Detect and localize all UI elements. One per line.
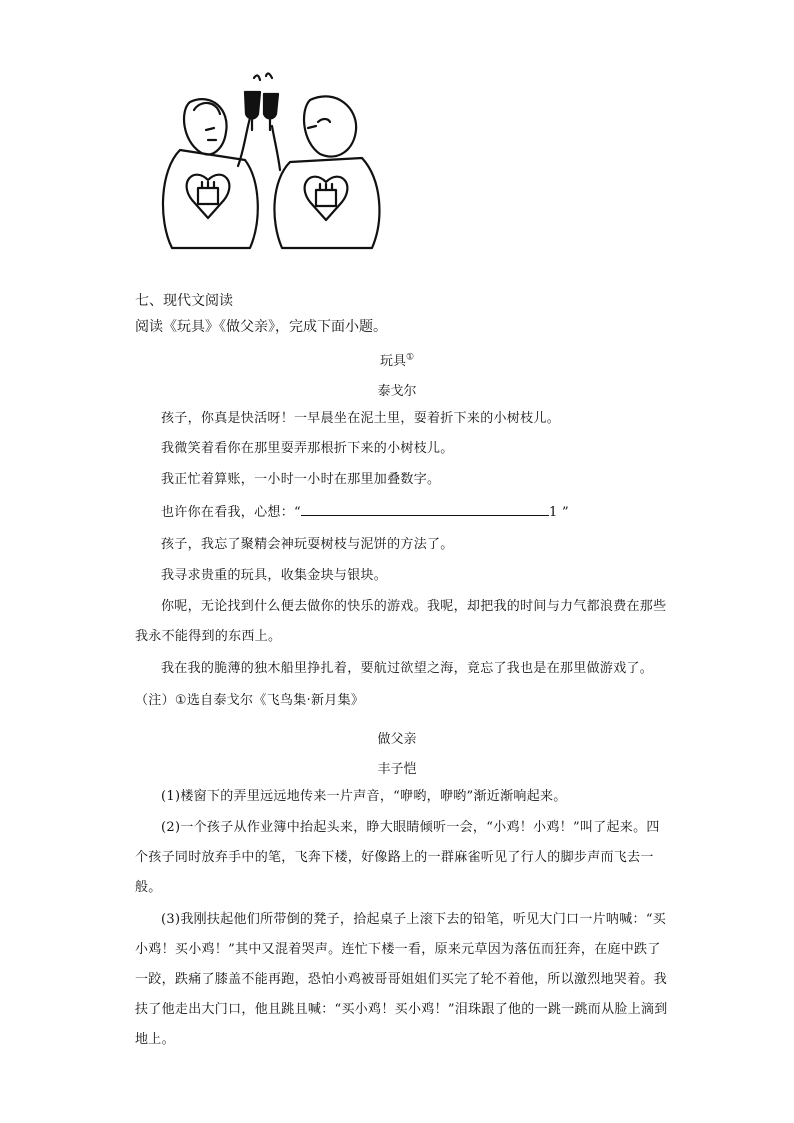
toy-title: 玩具 xyxy=(379,354,406,369)
toy-para-5: 我寻求贵重的玩具，收集金块与银块。 xyxy=(161,568,388,583)
toy-para-2: 我微笑着看你在那里耍弄那根折下来的小树枝儿。 xyxy=(161,441,454,456)
father-para-2: (2)一个孩子从作业簿中抬起头来，睁大眼睛倾听一会，“小鸡！小鸡！”叫了起来。四个孩子同时放弃手中的笔，飞奔下楼，好像路上的一群麻雀听见了行人的脚步声而飞去一般。 xyxy=(135,820,660,895)
father-para-3: (3)我刚扶起他们所带倒的凳子，拾起桌子上滚下去的铅笔，听见大门口一片呐喊：“买小鸡！买小鸡！”其中又混着哭声。连忙下楼一看，原来元草因为落伍而狂奔，在庭中跌了一跤，跌痛了膝盖不能再跑，恐怕小鸡被哥哥姐姐们买完了轮不着他，所以激烈地哭着。我扶了他走出大门口，他且跳且喊：“买小鸡！买小鸡！”泪珠跟了他的一跳一跳而从脸上滴到地上。 xyxy=(135,912,668,1047)
toy-para-7: 我在我的脆薄的独木船里挣扎着，要航过欲望之海，竟忘了我也是在那里做游戏了。 xyxy=(161,661,654,676)
answer-blank xyxy=(301,503,549,516)
father-author: 丰子恺 xyxy=(377,762,417,777)
father-para-1: (1)楼窗下的弄里远远地传来一片声音，“咿哟，咿哟”渐近渐响起来。 xyxy=(161,789,567,804)
blank-suffix: 1 ” xyxy=(548,505,569,520)
toy-para-4: 孩子，我忘了聚精会神玩耍树枝与泥饼的方法了。 xyxy=(161,537,454,552)
father-title: 做父亲 xyxy=(377,732,417,747)
toy-note-mark: ① xyxy=(405,352,415,363)
toy-blank-line xyxy=(135,498,669,528)
toy-title-line xyxy=(0,350,794,369)
toy-note: （注）①选自泰戈尔《飞鸟集·新月集》 xyxy=(135,693,365,708)
reading-instruction: 阅读《玩具》《做父亲》，完成下面小题。 xyxy=(135,319,387,335)
section-heading: 七、现代文阅读 xyxy=(135,293,233,309)
toy-author: 泰戈尔 xyxy=(377,384,417,399)
toy-para-1: 孩子，你真是快活呀！一早晨坐在泥土里，耍着折下来的小树枝儿。 xyxy=(161,411,561,426)
toy-para-3: 我正忙着算账，一小时一小时在那里加叠数字。 xyxy=(161,472,441,487)
toy-para-6: 你呢，无论找到什么便去做你的快乐的游戏。我呢，却把我的时间与力气都浪费在那些我永不能得到的东西上。 xyxy=(135,599,667,644)
toast-illustration xyxy=(150,70,390,260)
blank-prefix: 也许你在看我，心想：“ xyxy=(161,505,301,520)
